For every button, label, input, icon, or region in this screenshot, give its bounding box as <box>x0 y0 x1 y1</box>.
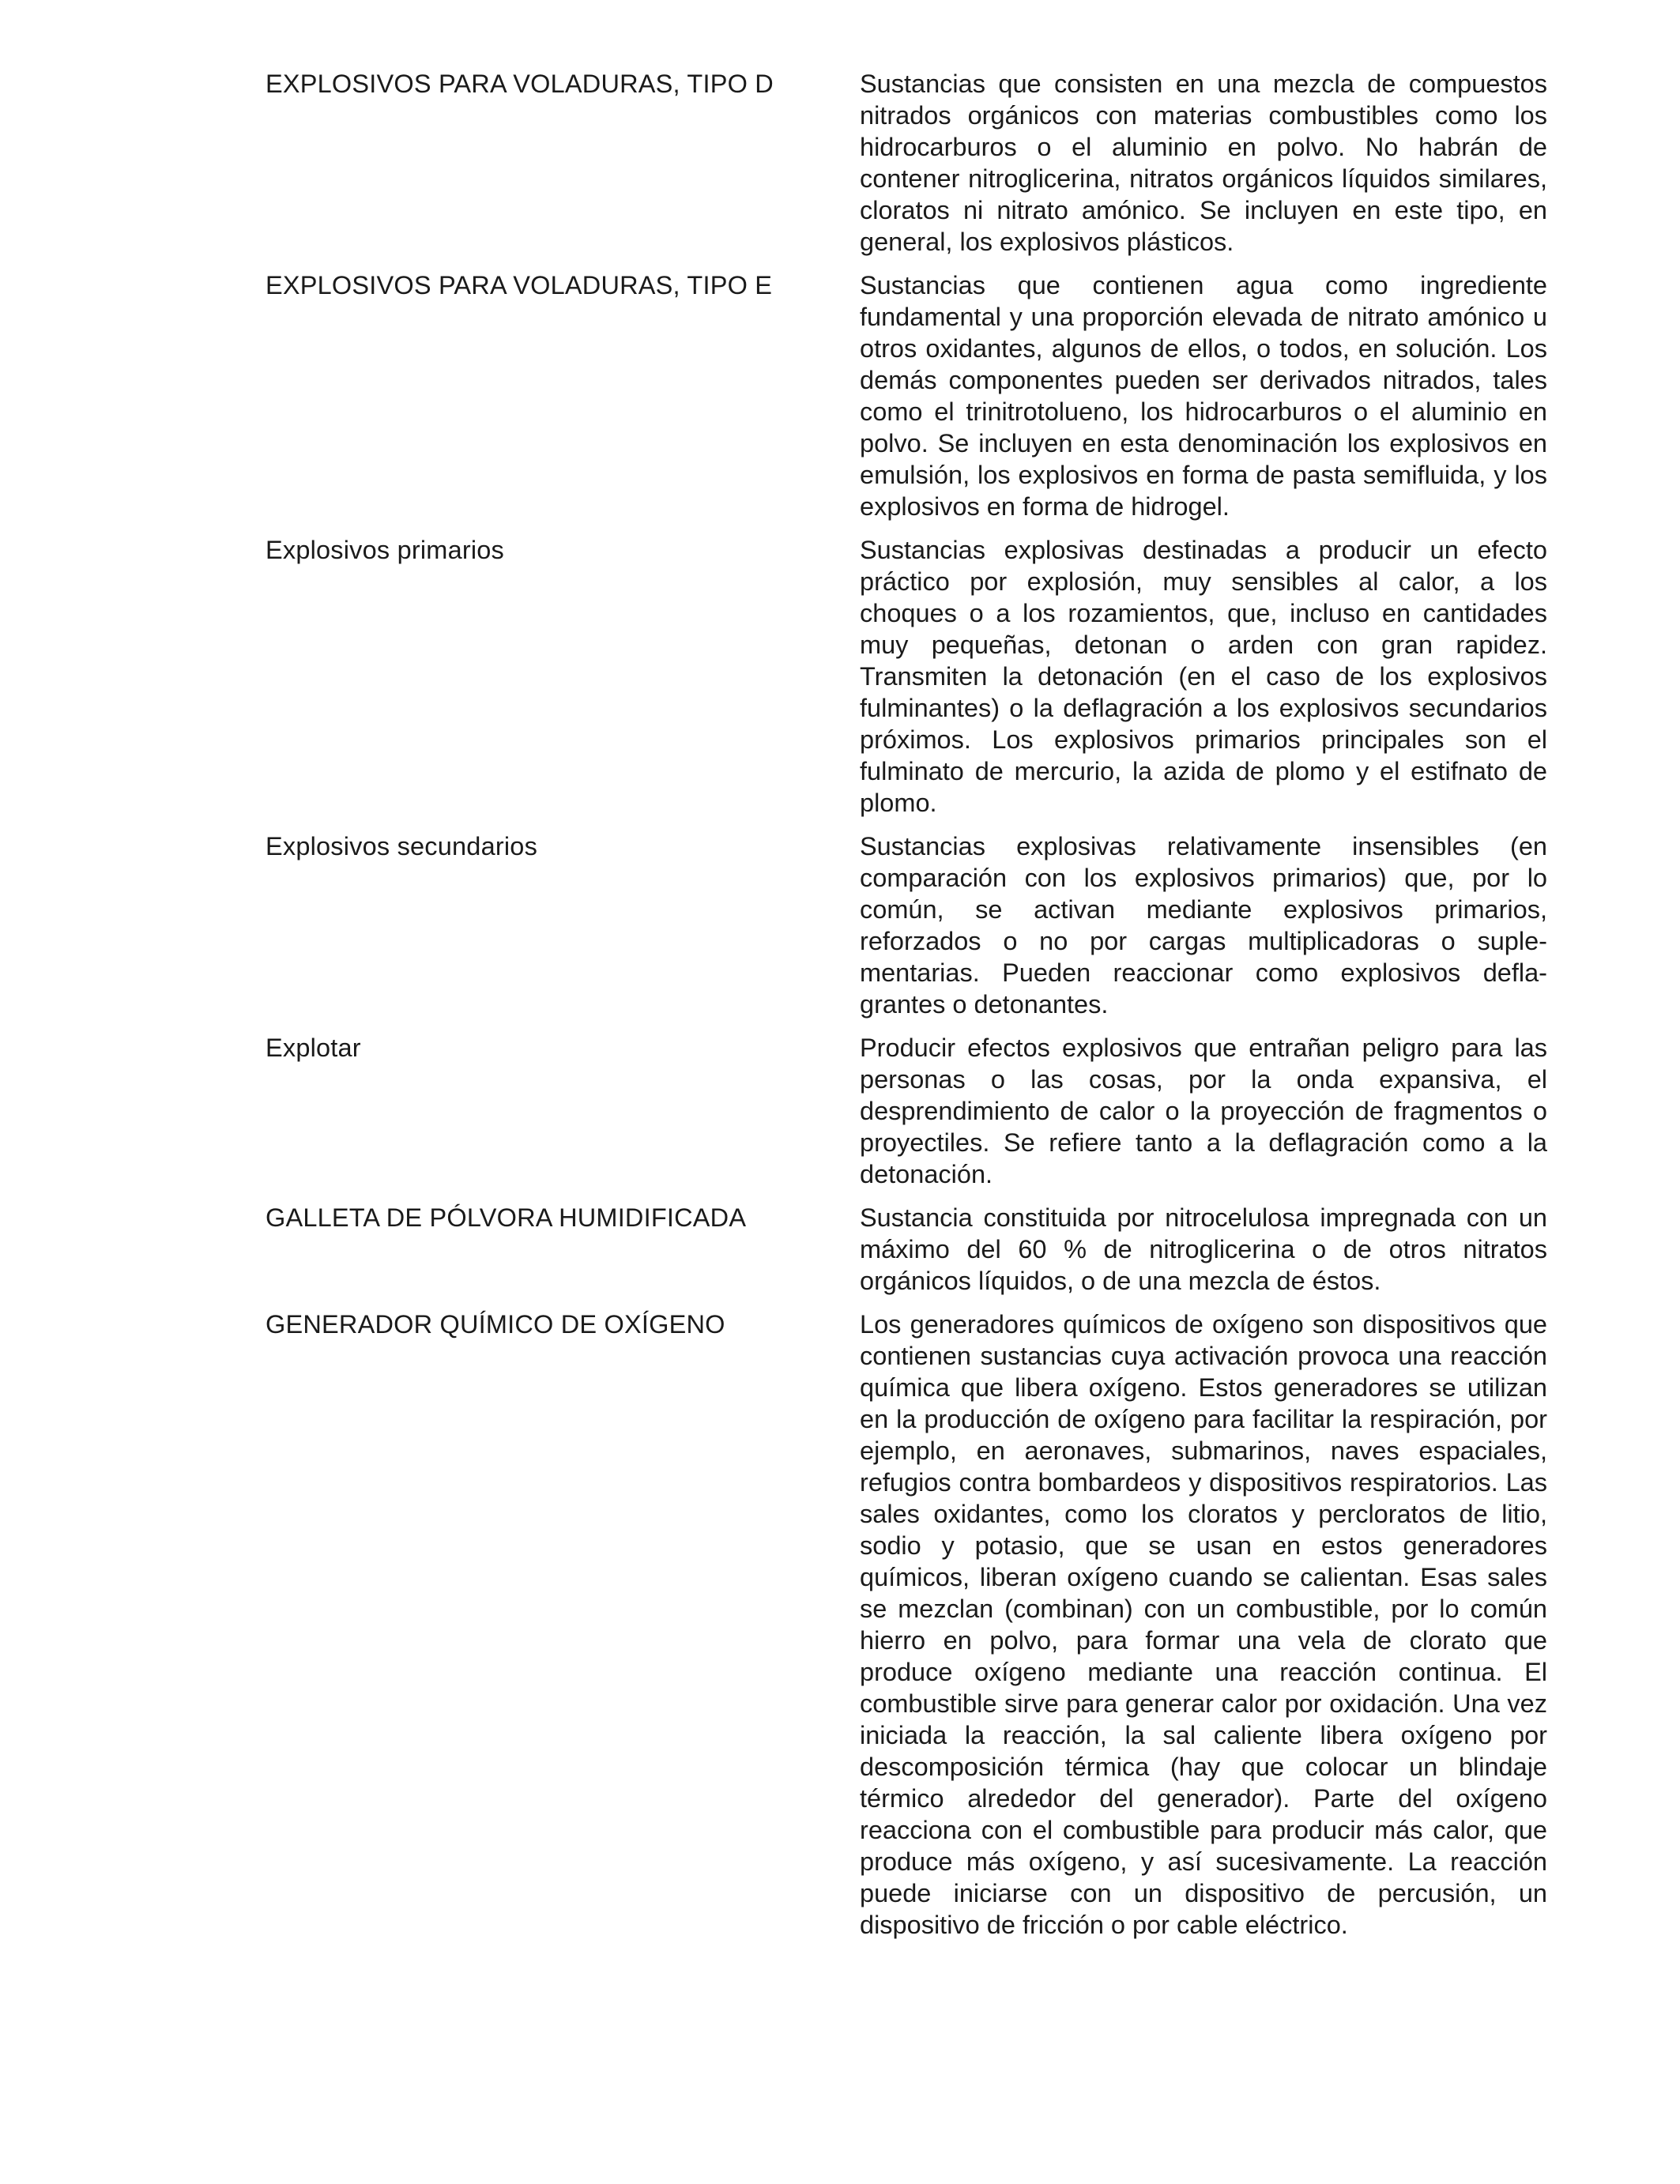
glossary-entry-explosivos-tipo-d <box>266 68 1547 258</box>
glossary-definition: Sustancias que contienen agua como ingrediente fundamental y una proporción elevada de nitrato amónico u otros oxidantes, algunos de ellos, o todos, en solución. Los demás componentes pueden ser derivados nitrados, tales como el trinitrotolueno, los hidrocarburos o el aluminio en polvo. Se incluyen en esta denominación los explosivos en emulsión, los explosivos en forma de pasta semifluida, y los explosivos en forma de hidrogel. <box>860 271 1547 521</box>
glossary-entry-explosivos-primarios <box>266 534 1547 819</box>
glossary-entry-generador-oxigeno <box>266 1309 1547 1941</box>
glossary-term: Explotar <box>266 1034 361 1062</box>
glossary-term: GENERADOR QUÍMICO DE OXÍGENO <box>266 1310 725 1339</box>
glossary-definition: Sustancias explosivas destinadas a producir un efecto práctico por explosión, muy sensibles al calor, a los choques o a los rozamientos, que, incluso en cantidades muy pequeñas, detonan o arden con gran rapidez. Transmiten la detonación (en el caso de los explosivos fulminantes) o la deflagración a los explosivos secundarios próximos. Los explosivos primarios principales son el fulminato de mercurio, la azida de plomo y el estifnato de plomo. <box>860 536 1547 817</box>
glossary-definition: Los generadores químicos de oxígeno son dispositivos que contienen sustancias cuya activación provoca una reacción química que libera oxígeno. Estos generadores se utilizan en la producción de oxígeno para facilitar la respiración, por ejemplo, en aeronaves, submarinos, naves espaciales, refugios contra bombardeos y dispositivos respiratorios. Las sales oxidantes, como los cloratos y percloratos de litio, sodio y potasio, que se usan en estos generadores químicos, liberan oxígeno cuando se calientan. Esas sales se mezclan (combinan) con un combustible, por lo común hierro en polvo, para formar una vela de clorato que produce oxígeno mediante una reacción continua. El combustible sirve para generar calor por oxidación. Una vez iniciada la reacción, la sal caliente libera oxígeno por descomposición térmica (hay que colocar un blindaje térmico alrededor del generador). Parte del oxígeno reacciona con el combustible para producir más calor, que produce más oxígeno, y así sucesivamente. La reacción puede iniciarse con un dispositivo de percusión, un dispositivo de fricción o por cable eléctrico. <box>860 1310 1547 1939</box>
glossary-term: Explosivos primarios <box>266 536 505 564</box>
glossary-entry-explosivos-secundarios <box>266 830 1547 1020</box>
glossary-entry-explotar <box>266 1032 1547 1190</box>
glossary-term: Explosivos secundarios <box>266 832 538 860</box>
glossary-term: GALLETA DE PÓLVORA HUMIDIFICADA <box>266 1203 747 1232</box>
glossary-entry-explosivos-tipo-e <box>266 269 1547 522</box>
glossary-page <box>266 68 1547 1952</box>
glossary-definition: Sustancia constituida por nitrocelulosa impregnada con un máximo del 60 % de nitroglicerina o de otros nitratos orgánicos líquidos, o de una mezcla de éstos. <box>860 1203 1547 1295</box>
glossary-term: EXPLOSIVOS PARA VOLADURAS, TIPO E <box>266 271 773 299</box>
glossary-definition: Sustancias explosivas relativamente insensibles (en comparación con los explosivos primarios) que, por lo común, se activan mediante explosivos primarios, reforzados o no por cargas multiplicadoras o suplementarias. Pueden reaccionar como explosivos deflagrantes o detonantes. <box>860 832 1547 1019</box>
glossary-definition: Producir efectos explosivos que entrañan peligro para las personas o las cosas, por la onda expansiva, el desprendimiento de calor o la proyección de fragmentos o proyectiles. Se refiere tanto a la deflagración como a la detonación. <box>860 1034 1547 1188</box>
glossary-entry-galleta-polvora <box>266 1202 1547 1297</box>
glossary-term: EXPLOSIVOS PARA VOLADURAS, TIPO D <box>266 70 774 98</box>
glossary-definition: Sustancias que consisten en una mezcla de compuestos nitrados orgánicos con materias combustibles como los hidrocarburos o el aluminio en polvo. No habrán de contener nitroglicerina, nitratos orgánicos líquidos similares, cloratos ni nitrato amónico. Se incluyen en este tipo, en general, los explosivos plásticos. <box>860 70 1547 256</box>
